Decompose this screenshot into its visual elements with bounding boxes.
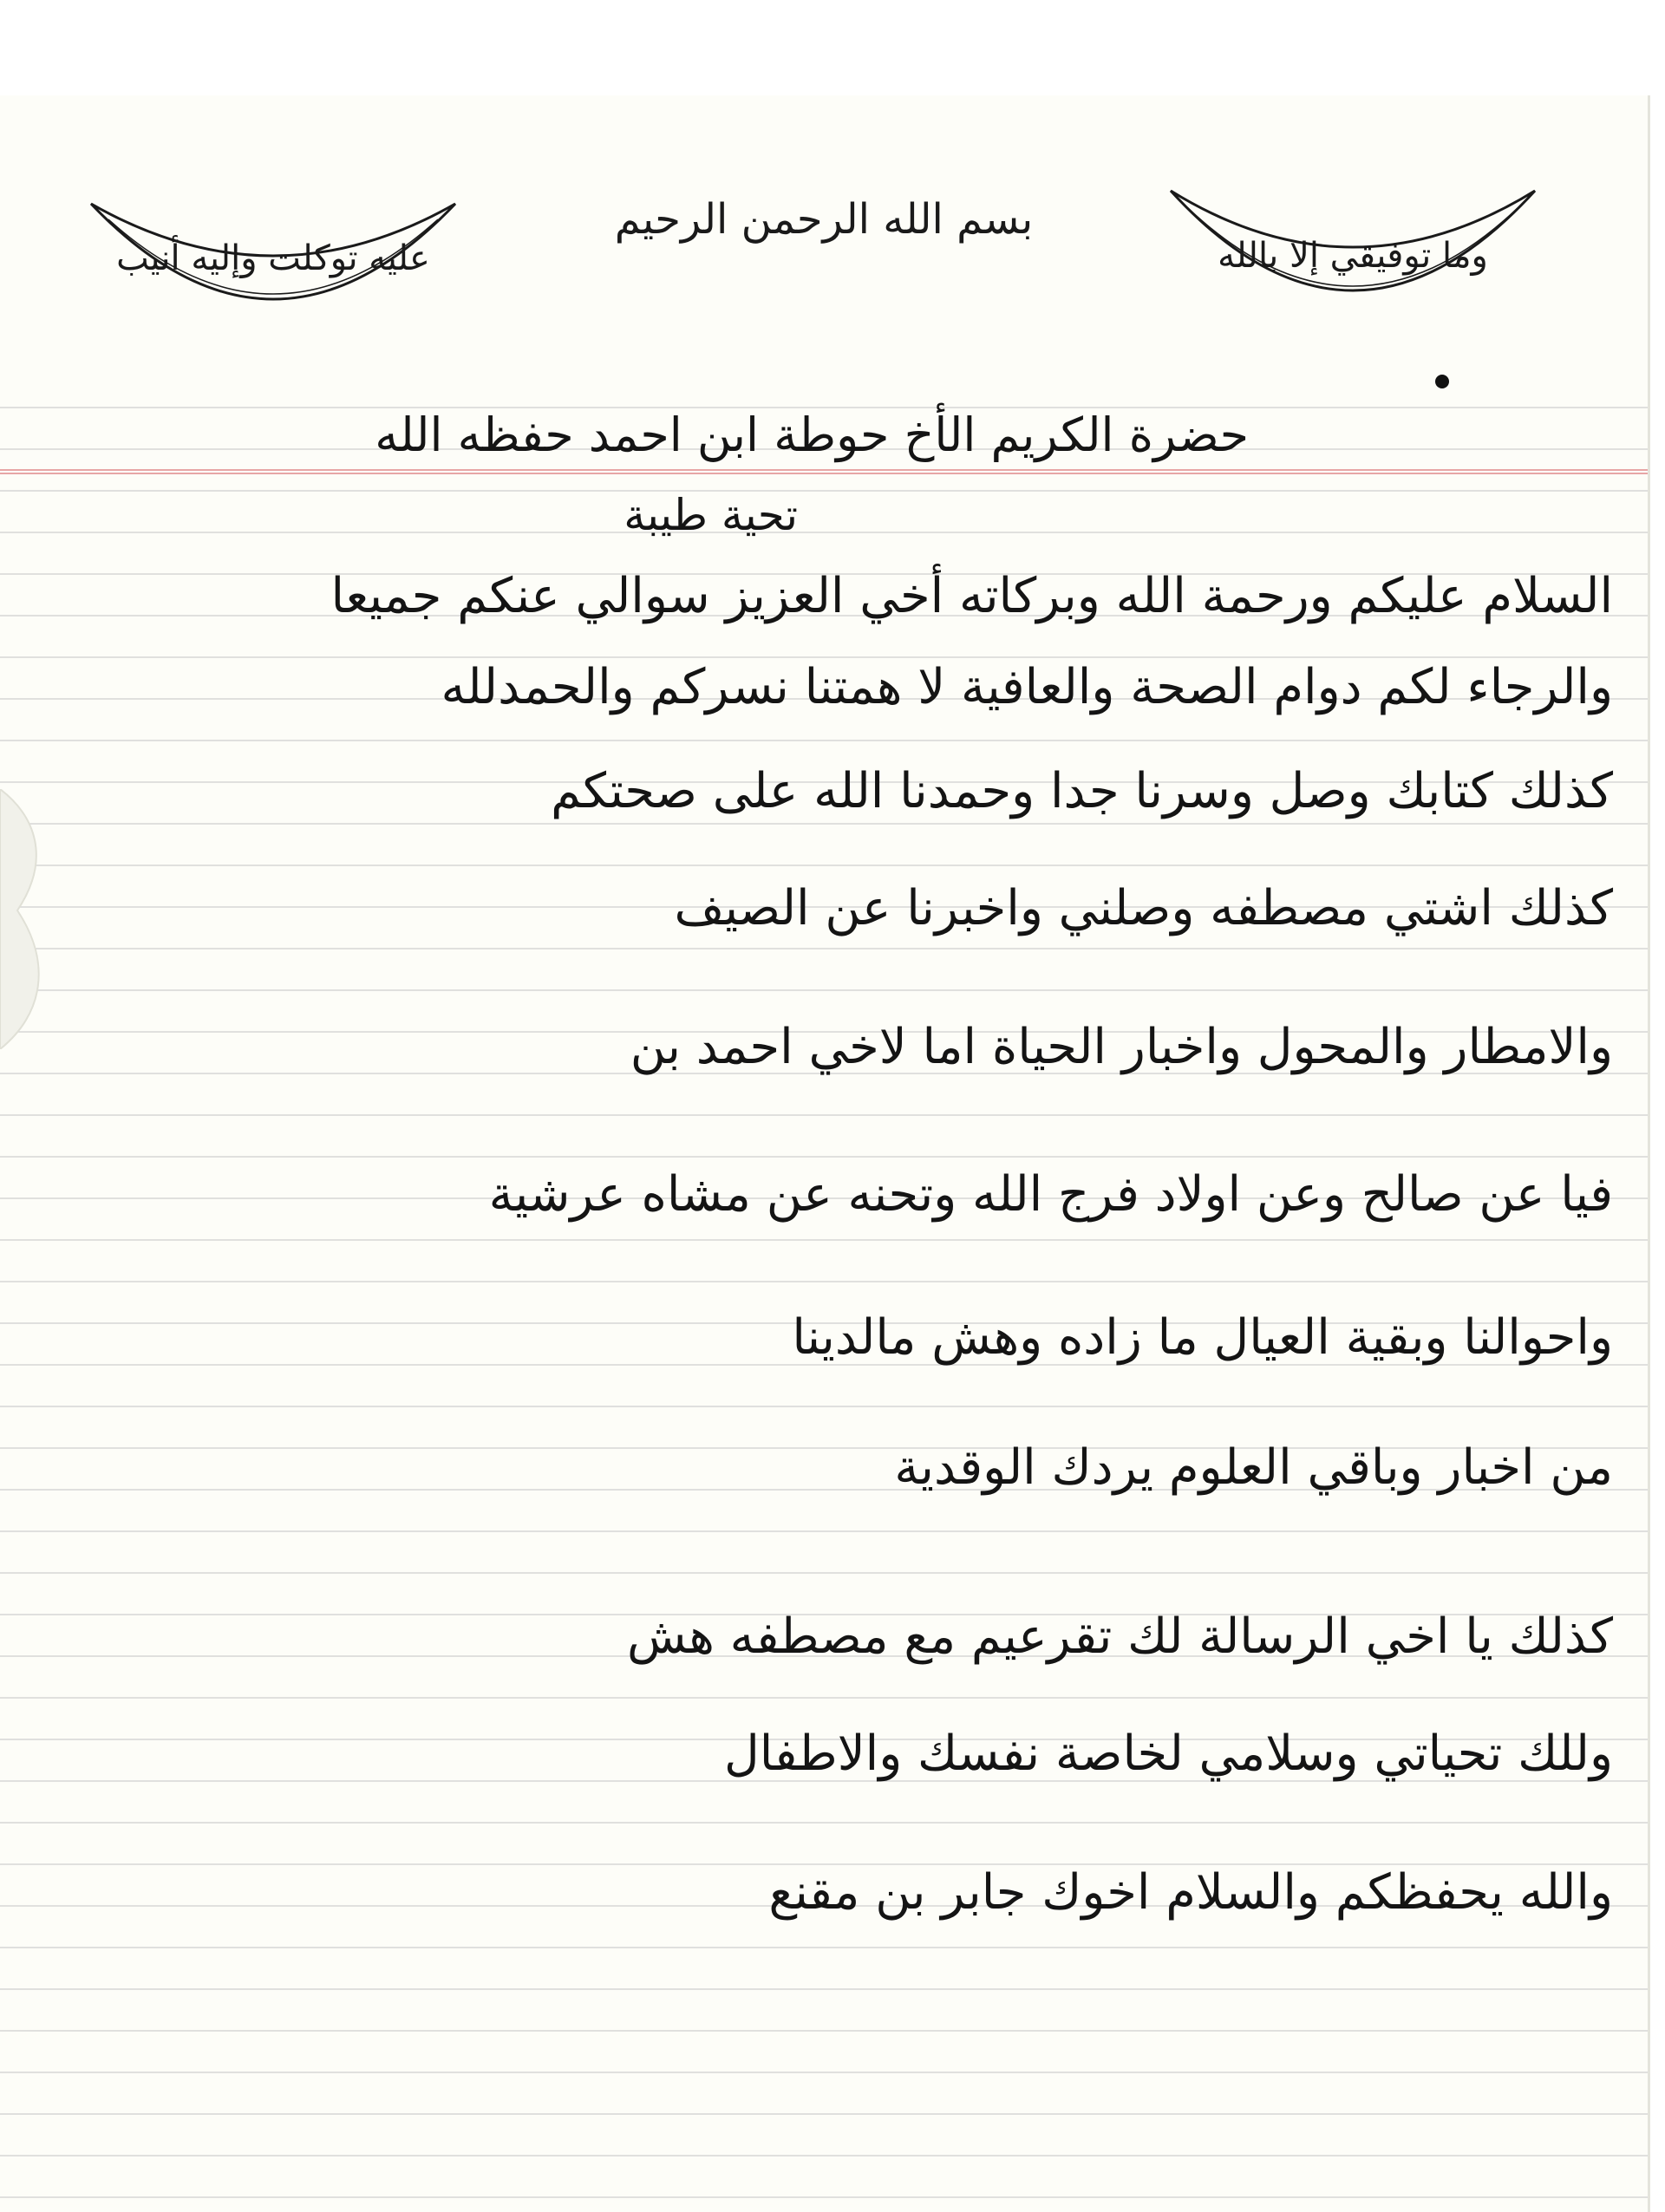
body-line: السلام عليكم ورحمة الله وبركاته أخي العزيز سوالي عنكم جميعا — [330, 568, 1613, 624]
emblem-right-text: وما توفيقي إلا بالله — [1218, 236, 1488, 276]
body-line: كذلك اشتي مصطفه وصلني واخبرنا عن الصيف — [674, 880, 1613, 936]
body-line: وللك تحياتي وسلامي لخاصة نفسك والاطفال — [724, 1726, 1613, 1782]
salutation-line: حضرة الكريم الأخ حوطة ابن احمد حفظه الله — [375, 408, 1249, 462]
body-line: فيا عن صالح وعن اولاد فرج الله وتحنه عن مشاه عرشية — [488, 1166, 1613, 1223]
body-line: كذلك كتابك وصل وسرنا جدا وحمدنا الله على صحتكم — [551, 763, 1613, 819]
emblem-left — [82, 186, 464, 351]
body-line: والامطار والمحول واخبار الحياة اما لاخي احمد بن — [630, 1019, 1613, 1075]
closing-line: والله يحفظكم والسلام اخوك جابر بن مقنع — [768, 1864, 1613, 1921]
emblem-left-text: عليه توكلت وإليه أنيب — [116, 238, 430, 278]
body-line: واحوالنا وبقية العيال ما زاده وهش مالدينا — [792, 1309, 1613, 1366]
basmala: بسم الله الرحمن الرحيم — [614, 195, 1034, 244]
emblem-right — [1162, 173, 1544, 347]
body-line: كذلك يا اخي الرسالة لك تقرعيم مع مصطفه هش — [626, 1608, 1613, 1665]
ink-dot — [1435, 375, 1449, 388]
body-line: من اخبار وباقي العلوم يردك الوقدية — [894, 1439, 1613, 1496]
header-divider — [0, 468, 1648, 475]
paper-tear — [0, 789, 104, 1049]
body-line: والرجاء لكم دوام الصحة والعافية لا همتنا نسركم والحمدلله — [441, 659, 1613, 715]
greeting-line: تحية طيبة — [624, 490, 798, 540]
